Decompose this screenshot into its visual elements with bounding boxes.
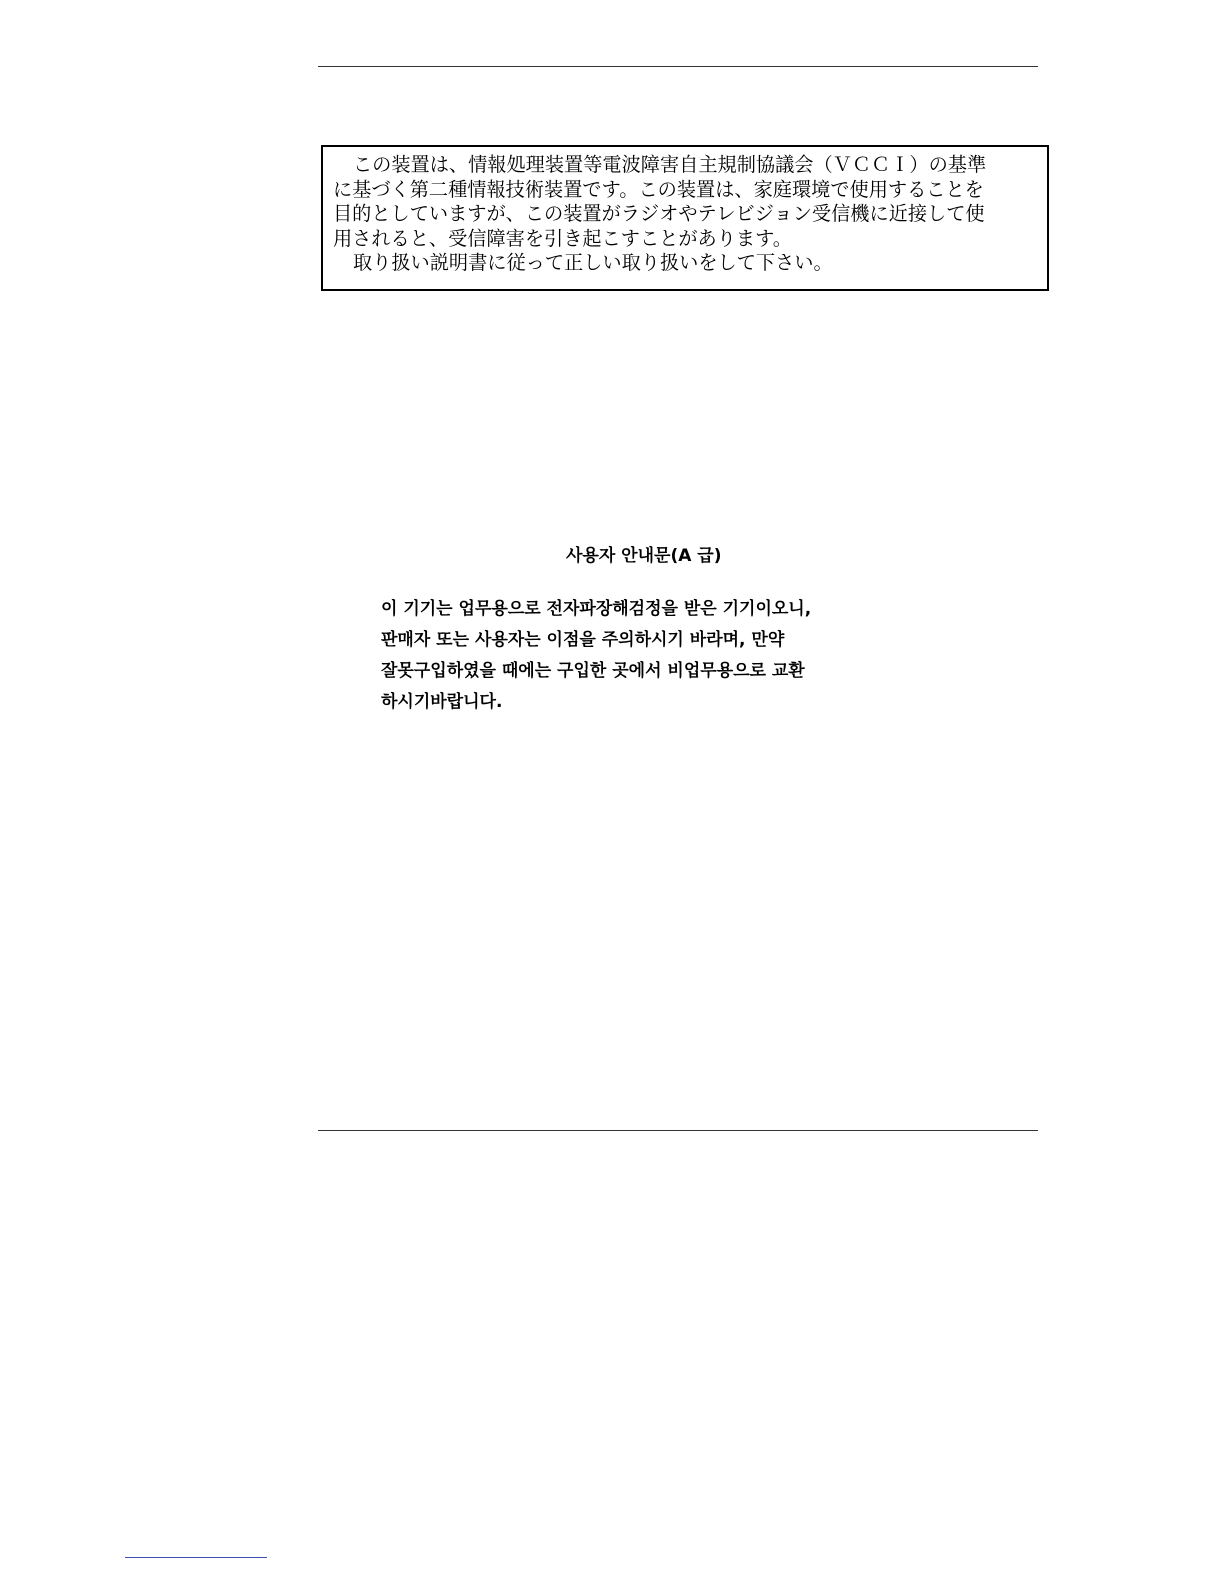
- korean-notice-line: 잘못구입하였을 때에는 구입한 곳에서 비업무용으로 교환: [381, 661, 805, 681]
- korean-notice-line: 이 기기는 업무용으로 전자파장해검정을 받은 기기이오니,: [381, 599, 812, 619]
- vcci-notice-box: [321, 145, 1049, 291]
- header-rule: [318, 66, 1038, 67]
- korean-notice-title: 사용자 안내문(A 급): [566, 546, 722, 566]
- korean-notice-line: 판매자 또는 사용자는 이점을 주의하시기 바라며, 만약: [381, 630, 785, 650]
- footer-rule: [318, 1130, 1038, 1131]
- korean-notice-line: 하시기바랍니다.: [381, 692, 503, 712]
- vcci-notice-line: この装置は、情報処理装置等電波障害自主規制協議会（ＶＣＣＩ）の基準: [353, 153, 987, 176]
- vcci-notice-line: 用されると、受信障害を引き起こすことがあります。: [333, 226, 792, 250]
- korean-notice-body: [381, 594, 981, 718]
- vcci-notice-line: 目的としていますが、この装置がラジオやテレビジョン受信機に近接して使: [333, 202, 985, 225]
- vcci-notice-line: 取り扱い説明書に従って正しい取り扱いをして下さい。: [353, 251, 833, 274]
- vcci-notice-line: に基づく第二種情報技術装置です。この装置は、家庭環境で使用することを: [333, 177, 984, 201]
- footnote-separator: [125, 1557, 267, 1558]
